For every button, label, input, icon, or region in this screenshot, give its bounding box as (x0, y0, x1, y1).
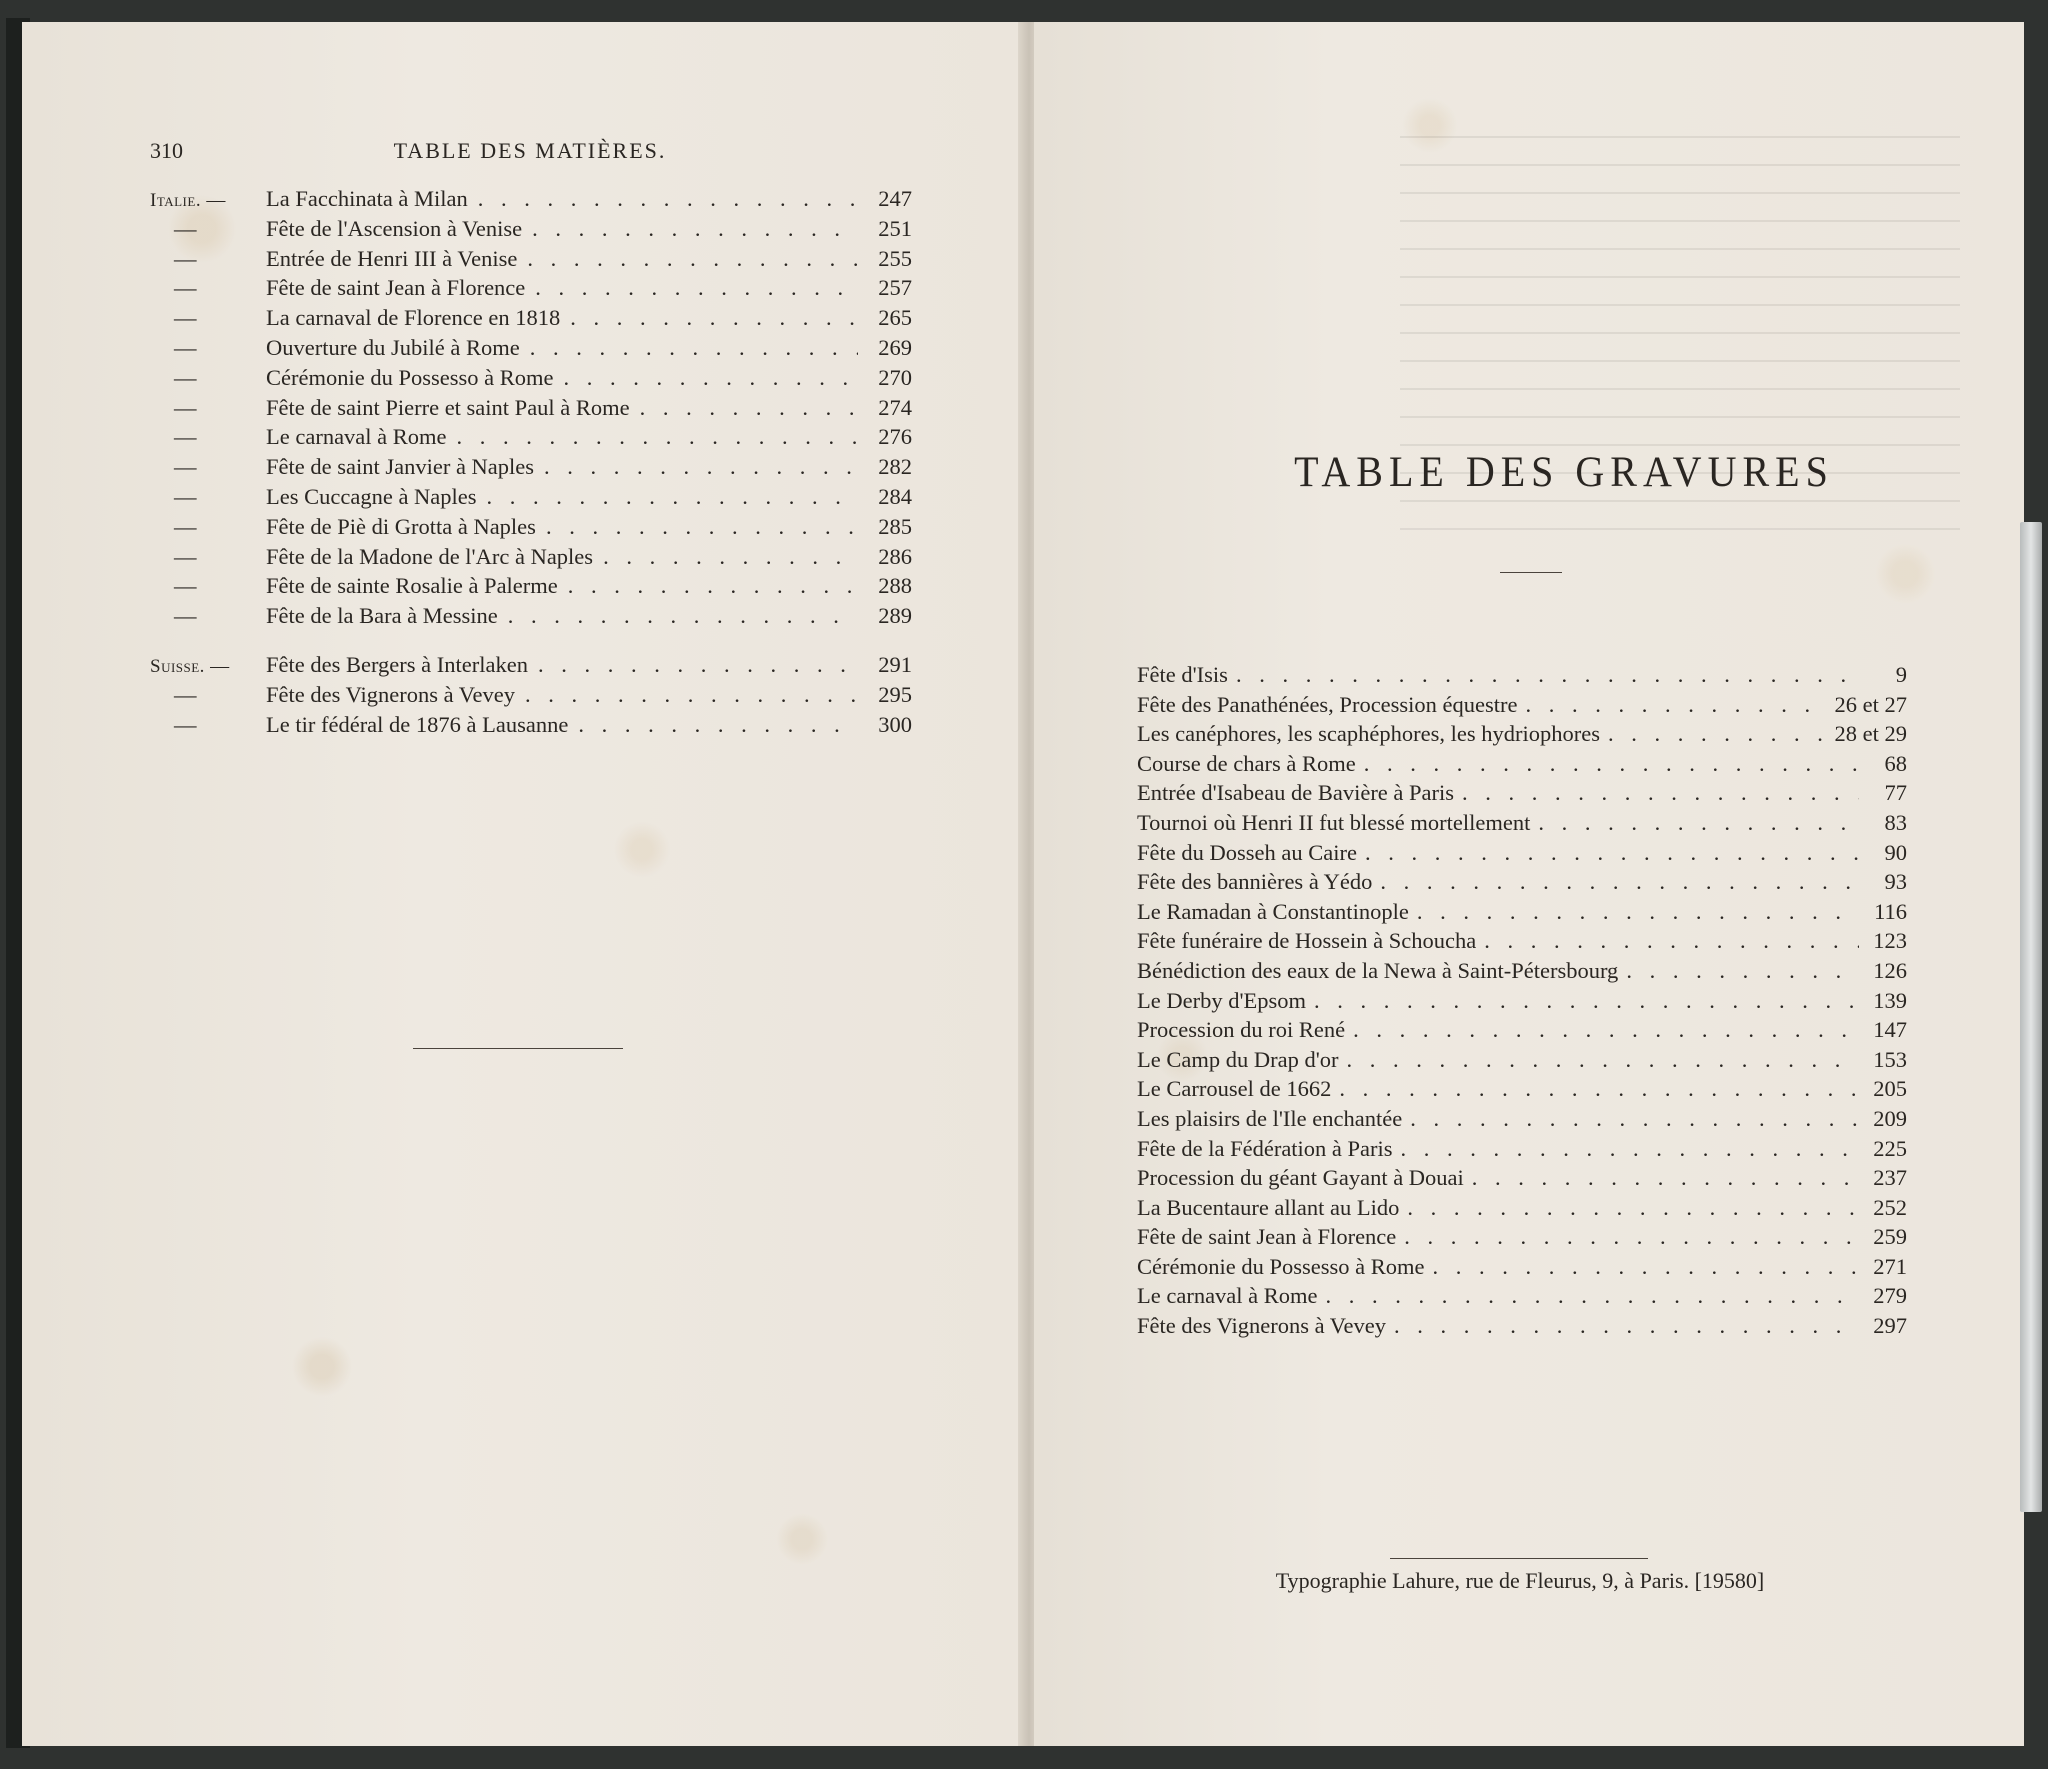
dot-leader (1432, 1254, 1859, 1280)
dot-leader (1538, 810, 1859, 836)
entry-title: Cérémonie du Possesso à Rome (266, 364, 554, 390)
engraving-page: 77 (1884, 780, 1907, 806)
continuation-dash: — (174, 681, 197, 707)
engraving-entry (1137, 1224, 1907, 1254)
engraving-entry (1137, 899, 1907, 929)
dot-leader (640, 395, 858, 421)
dot-leader (578, 712, 858, 738)
engraving-title: Cérémonie du Possesso à Rome (1137, 1253, 1425, 1279)
engraving-entry (1137, 662, 1907, 692)
toc-entry (150, 573, 912, 603)
continuation-dash: — (174, 513, 197, 539)
dot-leader (1353, 1017, 1859, 1043)
entry-page: 251 (878, 215, 912, 241)
heading-rule (1500, 572, 1562, 573)
toc-entry (150, 395, 912, 425)
engraving-entry (1137, 988, 1907, 1018)
engraving-entry (1137, 1195, 1907, 1225)
engraving-title: Fête du Dosseh au Caire (1137, 839, 1357, 865)
dot-leader (544, 454, 858, 480)
dot-leader (530, 335, 858, 361)
dot-leader (1484, 928, 1859, 954)
entry-title: Entrée de Henri III à Venise (266, 245, 518, 271)
continuation-dash: — (174, 424, 197, 450)
printer-imprint: Typographie Lahure, rue de Fleurus, 9, à Paris. [19580] (1275, 1568, 1765, 1593)
engraving-title: Les plaisirs de l'Ile enchantée (1137, 1105, 1403, 1131)
dot-leader (1347, 1047, 1859, 1073)
entry-page: 284 (878, 483, 912, 509)
show-through-text (1400, 110, 1960, 650)
engraving-page: 252 (1873, 1194, 1907, 1220)
toc-entry (150, 484, 912, 514)
engraving-title: Fête funéraire de Hossein à Schoucha (1137, 928, 1477, 954)
entry-title: Fête de la Bara à Messine (266, 603, 498, 629)
engraving-title: Les canéphores, les scaphéphores, les hydriophores (1137, 721, 1600, 747)
dot-leader (1394, 1313, 1859, 1339)
engraving-page: 93 (1884, 869, 1907, 895)
toc-entry (150, 652, 912, 682)
dot-leader (1472, 1165, 1859, 1191)
engraving-page: 279 (1873, 1283, 1907, 1309)
dot-leader (546, 514, 858, 540)
engraving-page: 259 (1873, 1224, 1907, 1250)
dot-leader (525, 682, 858, 708)
engravings-list (1137, 662, 1907, 1343)
engraving-entry (1137, 1106, 1907, 1136)
dot-leader (1314, 988, 1859, 1014)
engraving-title: Fête des Vignerons à Vevey (1137, 1313, 1387, 1339)
toc-section-italy (150, 186, 912, 633)
toc-entry (150, 305, 912, 335)
engraving-page: 271 (1873, 1253, 1907, 1279)
entry-title: Fête de l'Ascension à Venise (266, 215, 523, 241)
engraving-page: 26 et 27 (1834, 691, 1907, 717)
country-label: Suisse. — (150, 656, 230, 677)
dot-leader (1417, 899, 1859, 925)
entry-page: 276 (878, 424, 912, 450)
engraving-title: Le Ramadan à Constantinople (1137, 898, 1409, 924)
continuation-dash: — (174, 573, 197, 599)
engraving-title: Tournoi où Henri II fut blessé mortellement (1137, 809, 1531, 835)
engraving-page: 139 (1873, 987, 1907, 1013)
engraving-entry (1137, 1017, 1907, 1047)
entry-page: 269 (878, 334, 912, 360)
engraving-title: Procession du géant Gayant à Douai (1137, 1165, 1464, 1191)
country-label: Italie. — (150, 190, 226, 211)
engraving-title: Procession du roi René (1137, 1017, 1346, 1043)
dot-leader (508, 603, 858, 629)
entry-page: 255 (878, 245, 912, 271)
toc-entry (150, 454, 912, 484)
entry-title: Fête de sainte Rosalie à Palerme (266, 573, 558, 599)
entry-title: Fête des Vignerons à Vevey (266, 681, 516, 707)
entry-page: 282 (878, 454, 912, 480)
entry-page: 288 (878, 573, 912, 599)
engraving-title: Le Camp du Drap d'or (1137, 1046, 1339, 1072)
dot-leader (1401, 1136, 1859, 1162)
continuation-dash: — (174, 394, 197, 420)
entry-page: 289 (878, 603, 912, 629)
entry-page: 286 (878, 543, 912, 569)
continuation-dash: — (174, 543, 197, 569)
continuation-dash: — (174, 711, 197, 737)
dot-leader (478, 186, 858, 212)
continuation-dash: — (174, 305, 197, 331)
entry-title: Fête des Bergers à Interlaken (266, 652, 528, 677)
dot-leader (535, 275, 858, 301)
toc-entry (150, 335, 912, 365)
engraving-title: Fête de saint Jean à Florence (1137, 1224, 1397, 1250)
dot-leader (1404, 1224, 1859, 1250)
left-closing-rule (413, 1048, 623, 1049)
engraving-page: 237 (1873, 1165, 1907, 1191)
dot-leader (538, 652, 858, 678)
engravings-heading: TABLE DES GRAVURES (1294, 447, 1834, 496)
engraving-page: 147 (1873, 1017, 1907, 1043)
dot-leader (1326, 1283, 1859, 1309)
engraving-title: Le Derby d'Epsom (1137, 987, 1307, 1013)
entry-title: La carnaval de Florence en 1818 (266, 305, 561, 331)
toc-entry (150, 186, 912, 216)
toc-entry (150, 365, 912, 395)
page-number: 310 (150, 138, 183, 163)
engraving-title: Fête de la Fédération à Paris (1137, 1135, 1393, 1161)
engraving-title: Course de chars à Rome (1137, 750, 1356, 776)
engraving-entry (1137, 928, 1907, 958)
engraving-title: Fête d'Isis (1137, 662, 1228, 687)
engraving-entry (1137, 751, 1907, 781)
entry-page: 265 (878, 305, 912, 331)
continuation-dash: — (174, 334, 197, 360)
toc-entry (150, 712, 912, 742)
engraving-page: 126 (1873, 957, 1907, 983)
dot-leader (487, 484, 858, 510)
dot-leader (1380, 869, 1859, 895)
engraving-entry (1137, 780, 1907, 810)
imprint-rule (1390, 1558, 1648, 1559)
engraving-entry (1137, 1283, 1907, 1313)
entry-title: Ouverture du Jubilé à Rome (266, 334, 520, 360)
entry-title: Le tir fédéral de 1876 à Lausanne (266, 711, 569, 737)
engraving-page: 209 (1873, 1105, 1907, 1131)
engraving-entry (1137, 810, 1907, 840)
entry-page: 291 (878, 652, 912, 677)
dot-leader (603, 544, 858, 570)
entry-title: Fête de saint Janvier à Naples (266, 454, 535, 480)
engraving-page: 28 et 29 (1834, 721, 1907, 747)
engraving-page: 83 (1884, 809, 1907, 835)
engraving-entry (1137, 1076, 1907, 1106)
bookmark-ribbon (2020, 522, 2042, 1512)
engraving-entry (1137, 721, 1907, 751)
continuation-dash: — (174, 245, 197, 271)
continuation-dash: — (174, 603, 197, 629)
engraving-page: 9 (1895, 662, 1907, 687)
entry-page: 274 (878, 394, 912, 420)
engraving-page: 116 (1874, 898, 1907, 924)
dot-leader (1339, 1076, 1859, 1102)
dot-leader (527, 246, 858, 272)
entry-title: Le carnaval à Rome (266, 424, 447, 450)
running-head (150, 138, 910, 168)
toc-entry (150, 682, 912, 712)
engraving-page: 90 (1884, 839, 1907, 865)
dot-leader (1608, 721, 1827, 747)
dot-leader (568, 573, 858, 599)
engraving-title: Fête des Panathénées, Procession équestre (1137, 691, 1518, 717)
entry-title: Fête de Piè di Grotta à Naples (266, 513, 536, 539)
engraving-title: La Bucentaure allant au Lido (1137, 1194, 1400, 1220)
toc-section-switzerland (150, 652, 912, 741)
engraving-entry (1137, 1136, 1907, 1166)
dot-leader (1364, 751, 1859, 777)
toc-entry (150, 544, 912, 574)
dot-leader (563, 365, 858, 391)
engraving-page: 68 (1884, 750, 1907, 776)
engraving-title: Le Carrousel de 1662 (1137, 1076, 1332, 1102)
entry-title: Fête de saint Pierre et saint Paul à Rome (266, 394, 630, 420)
dot-leader (532, 216, 858, 242)
engraving-entry (1137, 869, 1907, 899)
continuation-dash: — (174, 483, 197, 509)
engraving-title: Entrée d'Isabeau de Bavière à Paris (1137, 780, 1455, 806)
dot-leader (1410, 1106, 1859, 1132)
entry-page: 257 (878, 275, 912, 301)
entry-page: 270 (878, 364, 912, 390)
engraving-entry (1137, 1165, 1907, 1195)
toc-entry (150, 246, 912, 276)
dot-leader (570, 305, 858, 331)
dot-leader (1365, 840, 1859, 866)
engraving-title: Fête des bannières à Yédo (1137, 869, 1373, 895)
engraving-title: Le carnaval à Rome (1137, 1283, 1318, 1309)
engraving-entry (1137, 1313, 1907, 1343)
engraving-page: 123 (1873, 928, 1907, 954)
engraving-page: 153 (1873, 1046, 1907, 1072)
dot-leader (1236, 662, 1859, 688)
entry-page: 300 (878, 711, 912, 737)
entry-page: 295 (878, 681, 912, 707)
dot-leader (1407, 1195, 1859, 1221)
engraving-entry (1137, 958, 1907, 988)
engraving-page: 225 (1873, 1135, 1907, 1161)
entry-title: Fête de la Madone de l'Arc à Naples (266, 543, 594, 569)
engraving-entry (1137, 1047, 1907, 1077)
entry-title: La Facchinata à Milan (266, 186, 468, 211)
toc-entry (150, 424, 912, 454)
dot-leader (1626, 958, 1859, 984)
continuation-dash: — (174, 275, 197, 301)
running-title: TABLE DES MATIÈRES. (393, 138, 667, 163)
engraving-entry (1137, 692, 1907, 722)
entry-page: 285 (878, 513, 912, 539)
dot-leader (1526, 692, 1827, 718)
engraving-entry (1137, 840, 1907, 870)
toc-entry (150, 514, 912, 544)
continuation-dash: — (174, 215, 197, 241)
dot-leader (1462, 780, 1859, 806)
dot-leader (457, 424, 858, 450)
continuation-dash: — (174, 454, 197, 480)
entry-title: Fête de saint Jean à Florence (266, 275, 526, 301)
engraving-entry (1137, 1254, 1907, 1284)
toc-entry (150, 216, 912, 246)
continuation-dash: — (174, 364, 197, 390)
entry-title: Les Cuccagne à Naples (266, 483, 477, 509)
engraving-title: Bénédiction des eaux de la Newa à Saint-Pétersbourg (1137, 957, 1619, 983)
entry-page: 247 (878, 186, 912, 211)
engraving-page: 297 (1873, 1313, 1907, 1339)
engraving-page: 205 (1873, 1076, 1907, 1102)
toc-entry (150, 603, 912, 633)
toc-entry (150, 275, 912, 305)
